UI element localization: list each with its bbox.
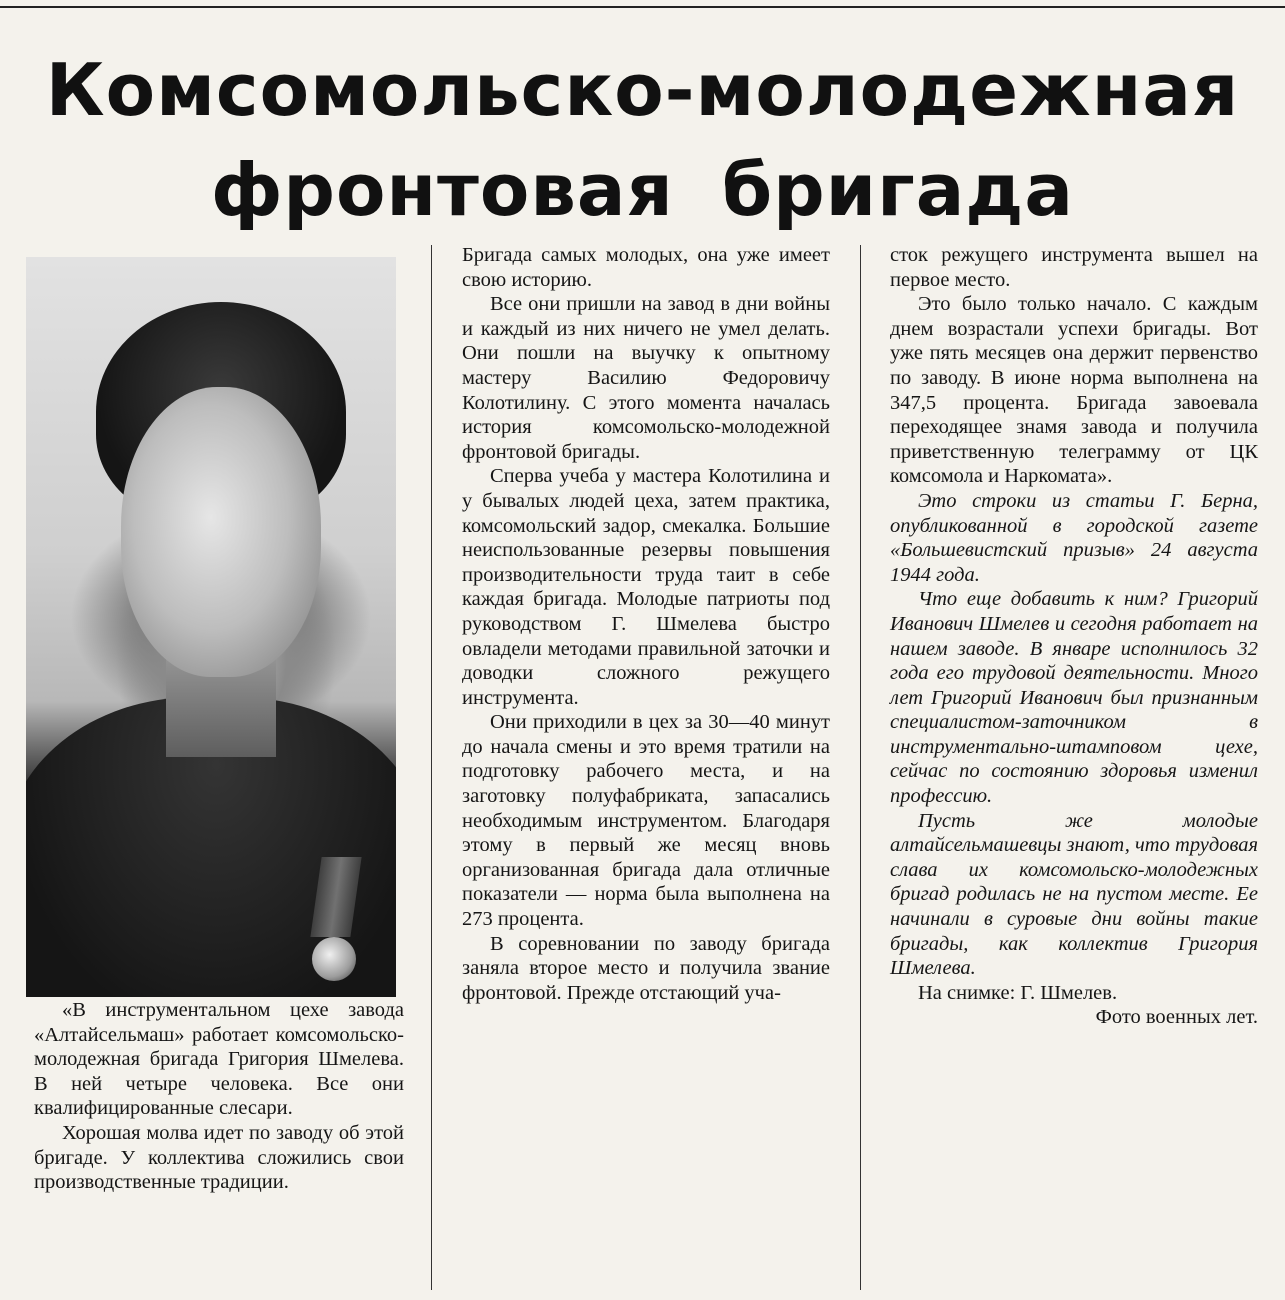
- portrait-photo: [26, 257, 396, 997]
- paragraph: Все они пришли на завод в дни войны и каждый из них ничего не умел делать. Они пошли на выучку к опытному мастеру Василию Федоровичу Колотилину. С этого момента началась история комсомольско-молодежной фронтовой бригады.: [462, 293, 830, 463]
- top-rule: [0, 6, 1285, 8]
- komsomol-badge-icon: [312, 937, 356, 981]
- paragraph: Это было только начало. С каждым днем возрастали успехи бригады. Вот уже пять месяцев она держит первенство по заводу. В июне норма выполнена на 347,5 процента. Бригада завоевала переходящее знамя завода и получила приветственную телеграмму от ЦК комсомола и Наркомата».: [890, 293, 1258, 488]
- italic-paragraph: Пусть же молодые алтайсельмашевцы знают, что трудовая слава их комсомольско-молодежных бригад родилась не на пустом месте. Ее начинали в суровые дни войны такие бригады, как коллектив Григория Шмелева.: [890, 809, 1258, 980]
- photo-credit: Фото военных лет.: [1095, 1006, 1258, 1029]
- headline-line-1: Комсомольско-молодежная: [45, 48, 1240, 132]
- italic-paragraph: Это строки из статьи Г. Берна, опубликованной в городской газете «Большевистский призыв» 24 августа 1944 года.: [890, 489, 1258, 586]
- caption-paragraph: «В инструментальном цехе завода «Алтайсельмаш» работает комсомольско-молодежная бригада Григория Шмелева. В ней четыре человека. Все они квалифицированные слесари.: [34, 999, 404, 1120]
- paragraph: Они приходили в цех за 30—40 минут до начала смены и это время тратили на подготовку рабочего места, и на заготовку полуфабриката, запасались необходимым инструментом. Благодаря этому в первый же месяц вновь организованная бригада дала отличные показатели — норма была выполнена на 273 процента.: [462, 711, 830, 931]
- paragraph: сток режущего инструмента вышел на первое место.: [890, 244, 1258, 291]
- column-2: [462, 243, 830, 1005]
- photo-caption: На снимке: Г. Шмелев.: [918, 981, 1118, 1004]
- column-divider: [860, 245, 861, 1290]
- paragraph: Бригада самых молодых, она уже имеет свою историю.: [462, 244, 830, 291]
- paragraph: Сперва учеба у мастера Колотилина и у бывалых людей цеха, затем практика, комсомольский задор, смекалка. Большие неиспользованные резервы повышения производительности труда таит в себе каждая бригада. Молодые патриоты под руководством Г. Шмелева быстро овладели методами правильной заточки и доводки сложного режущего инструмента.: [462, 465, 830, 709]
- headline-line-2: фронтовая бригада: [210, 148, 1075, 232]
- paragraph: Хорошая молва идет по заводу об этой бригаде. У коллектива сложились свои производственные традиции.: [34, 1121, 404, 1194]
- photo-face: [121, 387, 321, 677]
- column-1: [34, 998, 404, 1195]
- italic-paragraph: Что еще добавить к ним? Григорий Иванович Шмелев и сегодня работает на нашем заводе. В январе исполнилось 32 года его трудовой деятельности. Много лет Григорий Иванович был признанным специалистом-заточником в инструментально-штамповом цехе, сейчас по состоянию здоровья изменил профессию.: [890, 588, 1258, 808]
- paragraph: В соревновании по заводу бригада заняла второе место и получила звание фронтовой. Прежде отстающий уча-: [462, 932, 830, 1004]
- column-3: [890, 243, 1258, 1030]
- column-divider: [431, 245, 432, 1290]
- headline: [0, 40, 1285, 240]
